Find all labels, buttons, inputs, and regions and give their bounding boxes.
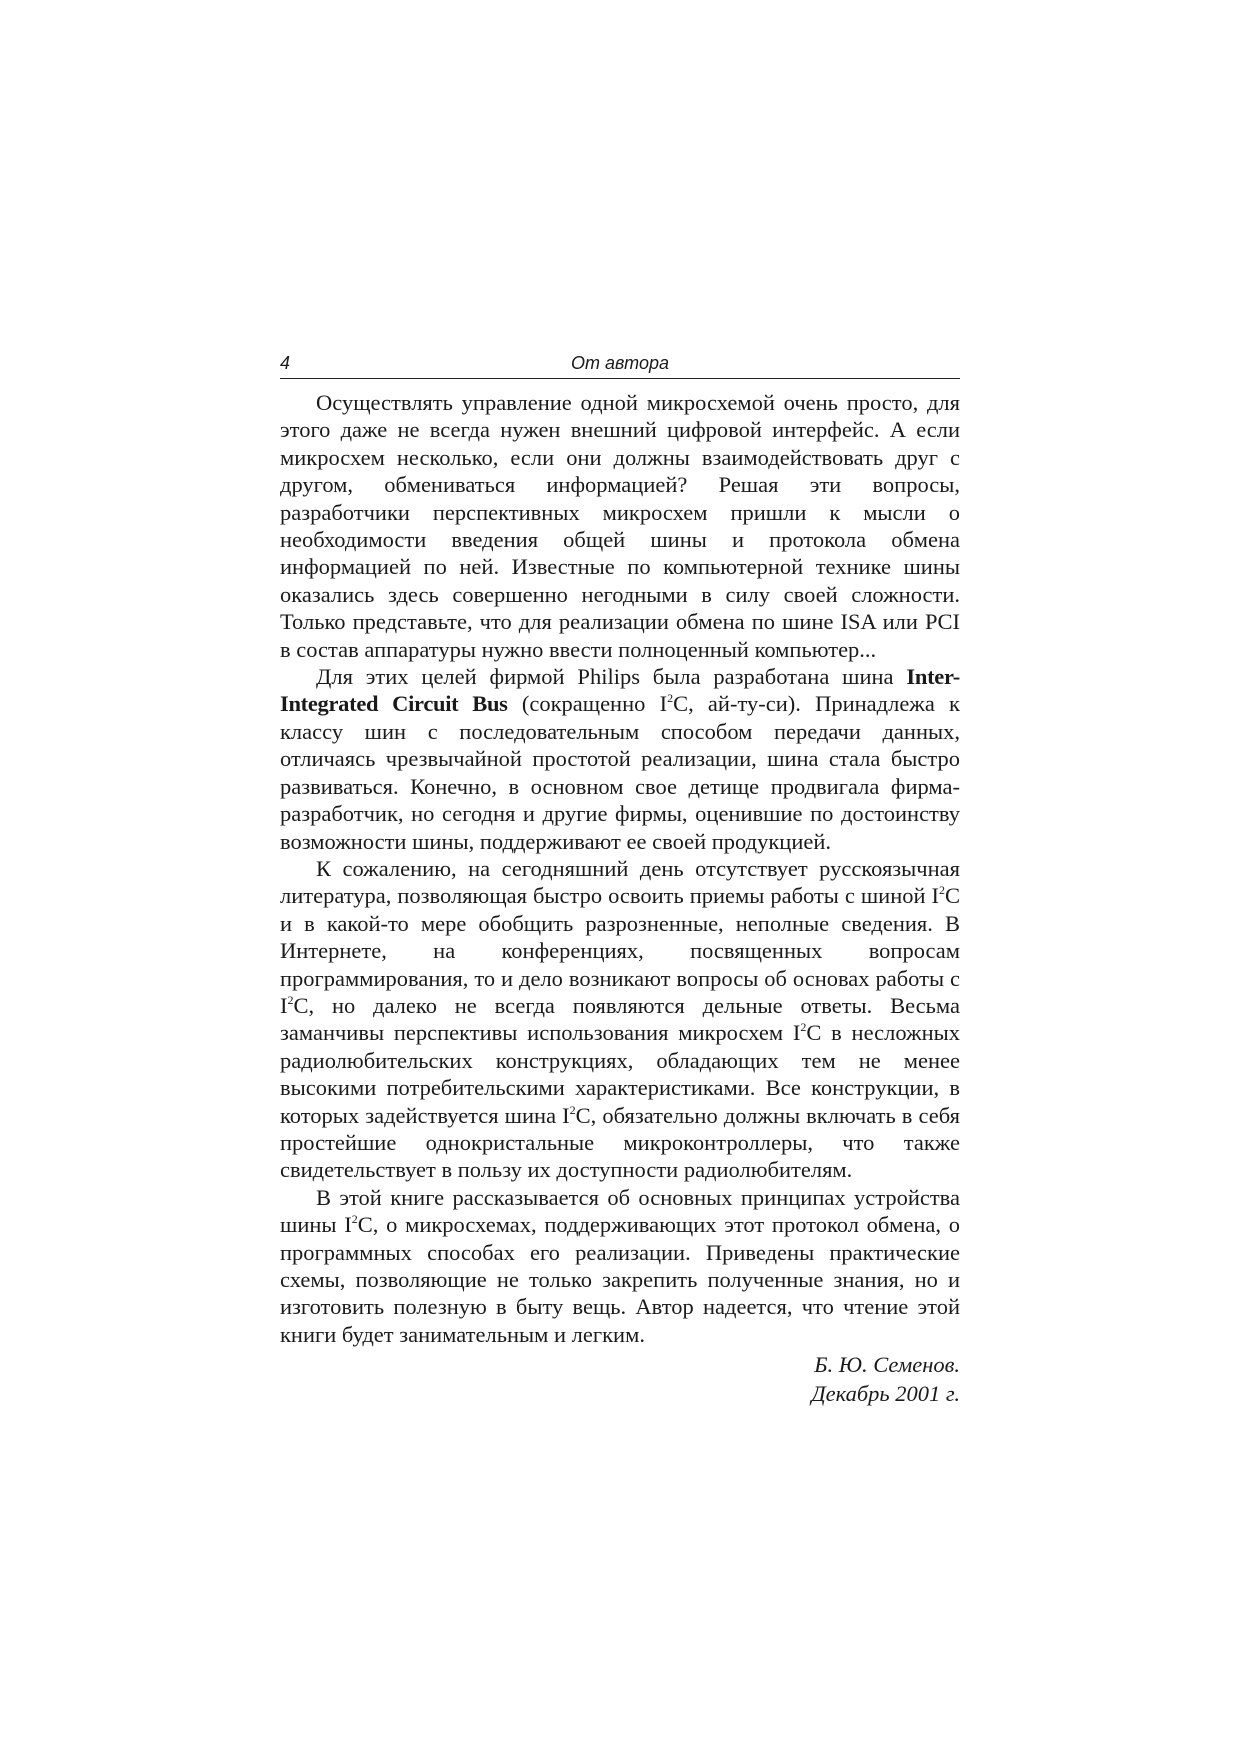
- bus-name-term: Inter-Integrated Circuit Bus: [280, 664, 960, 717]
- paragraph-2-rest: C, ай-ту-си). Принадлежа к классу шин с последовательным способом передачи данных, отличаясь чрезвычайной простотой реализации, шина стала быстро развиваться. Конечно, в основном свое детище продвигала фирма-разработчик, но сегодня и другие фирмы, оценившие по достоинству возможности шины, поддерживают ее своей продукцией.: [280, 691, 960, 854]
- paragraph-4: [280, 1184, 960, 1348]
- running-title: От автора: [570, 353, 670, 373]
- superscript: 2: [800, 1020, 807, 1035]
- paragraph-4-part-2: C, о микросхемах, поддерживающих этот протокол обмена, о программных способах его реализации. Приведены практические схемы, позволяющие не только закрепить полученные знания, но и изготовить полезную в быту вещь. Автор надеется, что чтение этой книги будет занимательным и легким.: [280, 1212, 960, 1347]
- paragraph-3-part-5: C, обязательно должны включать в себя простейшие однокристальные микроконтроллеры, что также свидетельствует в пользу их доступности радиолюбителям.: [280, 1102, 960, 1183]
- paragraph-3-part-3: C, но далеко не всегда появляются дельные ответы. Весьма заманчивы перспективы использования микросхем I: [280, 992, 960, 1046]
- running-head: [280, 350, 960, 379]
- author-signature: Б. Ю. Семенов.: [814, 1352, 960, 1378]
- paragraph-2-abbr: (сокращенно I: [507, 691, 668, 717]
- paragraph-3-part-2: C и в какой-то мере обобщить разрозненные, неполные сведения. В Интернете, на конференциях, посвященных вопросам программирования, то и дело возникают вопросы об основах работы с I: [280, 883, 960, 1018]
- signature-block: [280, 1350, 960, 1408]
- paragraph-3-part-1: К сожалению, на сегодняшний день отсутствует русскоязычная литература, позволяющая быстро освоить приемы работы с шиной I: [280, 855, 960, 909]
- paragraph-2-lead: Для этих целей фирмой Philips была разработана шина: [316, 664, 907, 690]
- superscript: 2: [287, 992, 294, 1007]
- superscript: 2: [667, 691, 674, 706]
- book-page: [280, 350, 960, 1408]
- superscript: 2: [569, 1102, 576, 1117]
- paragraph-3: [280, 855, 960, 1184]
- body-text: [280, 389, 960, 1348]
- superscript: 2: [351, 1212, 358, 1227]
- signature-date: Декабрь 2001 г.: [811, 1381, 960, 1407]
- paragraph-4-part-1: В этой книге рассказывается об основных принципах устройства шины I: [280, 1184, 960, 1238]
- paragraph-2: [280, 663, 960, 855]
- paragraph-3-part-4: C в несложных радиолюбительских конструкциях, обладающих тем не менее высокими потребительскими характеристиками. Все конструкции, в которых задействуется шина I: [280, 1020, 961, 1128]
- page-number: 4: [280, 353, 291, 373]
- superscript: 2: [938, 883, 945, 898]
- paragraph-1: Осуществлять управление одной микросхемой очень просто, для этого даже не всегда нужен внешний цифровой интерфейс. А если микросхем несколько, если они должны взаимодействовать друг с другом, обмениваться информацией? Решая эти вопросы, разработчики перспективных микросхем пришли к мысли о необходимости введения общей шины и протокола обмена информацией по ней. Известные по компьютерной технике шины оказались здесь совершенно негодными в силу своей сложности. Только представьте, что для реализации обмена по шине ISA или PCI в состав аппаратуры нужно ввести полноценный компьютер...: [280, 390, 960, 662]
